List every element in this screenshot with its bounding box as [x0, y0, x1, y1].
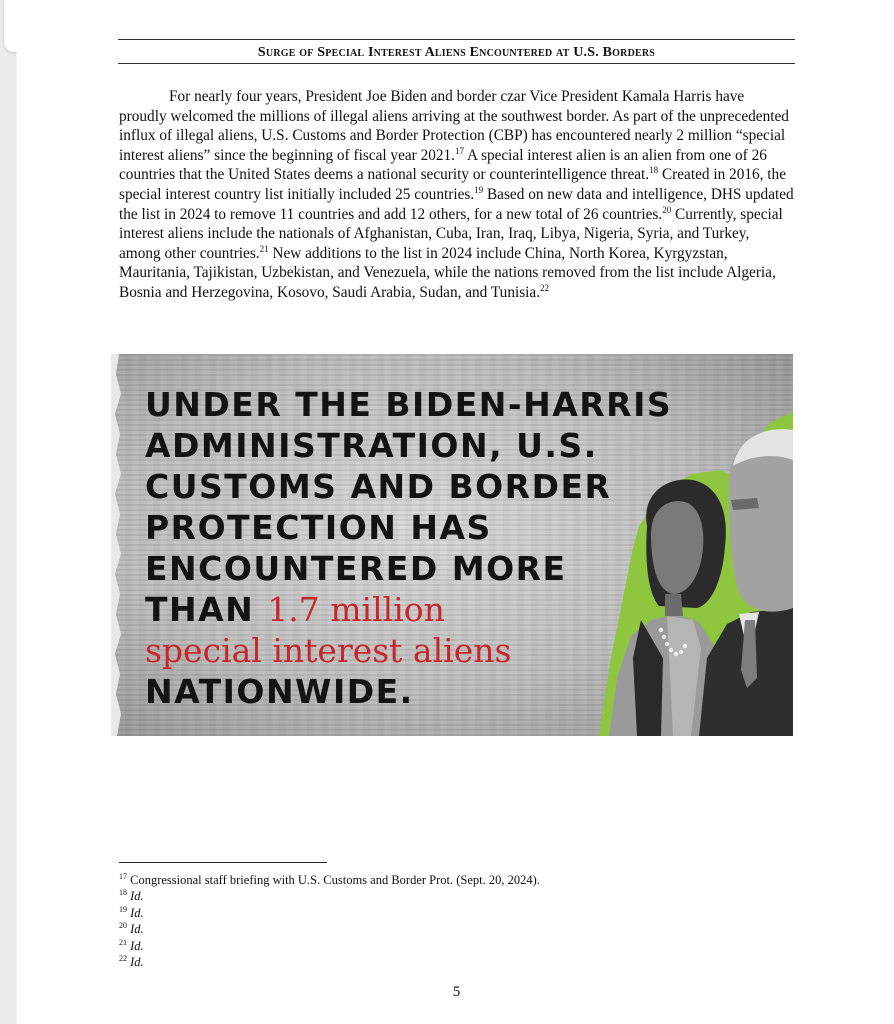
footnote-17: $^{17}$ Congressional staff briefing with U.S. Customs and Border Prot. (Sept. 20, 2024).	[119, 871, 540, 887]
footnote-21: $^{21}$ Id.	[119, 937, 144, 953]
headline-line-8: NATIONWIDE.	[145, 672, 414, 711]
viewer-edge	[0, 0, 16, 1024]
highlight-special-interest-aliens: special interest aliens	[145, 631, 512, 670]
footnote-ref-21[interactable]: 21	[259, 243, 269, 254]
footnote-ref-18[interactable]: 18	[649, 165, 659, 176]
footnote-ref-22[interactable]: 22	[540, 282, 550, 293]
sentence-1: For nearly four years, President Joe Biden and border czar Vice President Kamala Harris have proudly welcomed the millions of illegal aliens arriving at the southwest border. As part of the unprecedented influx of illegal aliens, U.S. Customs and Border Protection (CBP) has encountered nearly 2 million “special interest aliens” since the beginning of fiscal year 2021.	[119, 88, 789, 164]
sentence-4: Based on new data and intelligence, DHS updated the list in 2024 to remove 11 countries and add 12 others, for a new total of 26 countries.	[119, 185, 794, 223]
sentence-3: Created in 2016, the special interest country list initially included 25 countries.	[119, 166, 786, 203]
footnote-ref-19[interactable]: 19	[474, 184, 484, 195]
footnotes-list	[119, 872, 794, 970]
headline-line-5: ENCOUNTERED MORE	[145, 549, 567, 588]
footnote-ref-17[interactable]: 17	[455, 145, 464, 156]
document-page	[17, 0, 894, 1024]
footnote-20: $^{20}$ Id.	[119, 921, 144, 937]
infographic-image	[111, 354, 793, 736]
portraits-illustration	[581, 408, 793, 736]
headline-line-4: PROTECTION HAS	[145, 508, 492, 547]
footnote-19: $^{19}$ Id.	[119, 904, 144, 920]
header-top-rule	[118, 39, 795, 40]
highlight-number: 1.7 million	[267, 590, 445, 629]
header-bottom-rule	[118, 63, 795, 64]
sentence-6: New additions to the list in 2024 include China, North Korea, Kyrgyzstan, Mauritania, Tajikistan, Uzbekistan, and Venezuela, while the nations removed from the list include Algeria, Bosnia and Herzegovina, Kosovo, Saudi Arabia, Sudan, and Tunisia.	[119, 244, 776, 301]
headline-than: THAN	[145, 590, 268, 629]
footnote-separator	[119, 862, 327, 863]
headline-line-6	[145, 589, 645, 630]
infographic-headline	[145, 384, 673, 712]
footnote-ref-20[interactable]: 20	[662, 204, 672, 215]
headline-line-2: ADMINISTRATION, U.S.	[145, 426, 598, 465]
body-paragraph	[119, 87, 794, 303]
page-number: 5	[452, 984, 461, 1000]
footnote-22: $^{22}$ Id.	[119, 953, 144, 970]
page-header-title: Surge of Special Interest Aliens Encountered at U.S. Borders	[257, 45, 656, 60]
headline-line-1: UNDER THE BIDEN-HARRIS	[145, 385, 673, 424]
torn-edge-decoration	[111, 354, 125, 736]
headline-line-3: CUSTOMS AND BORDER	[145, 467, 612, 506]
footnote-18: $^{18}$ Id.	[119, 888, 144, 904]
sentence-2: A special interest alien is an alien from one of 26 countries that the United States deems a national security or counterintelligence threat.	[119, 146, 767, 184]
sentence-5: Currently, special interest aliens include the nationals of Afghanistan, Cuba, Iran, Iraq, Libya, Nigeria, Syria, and Turkey, among other countries.	[119, 205, 783, 262]
